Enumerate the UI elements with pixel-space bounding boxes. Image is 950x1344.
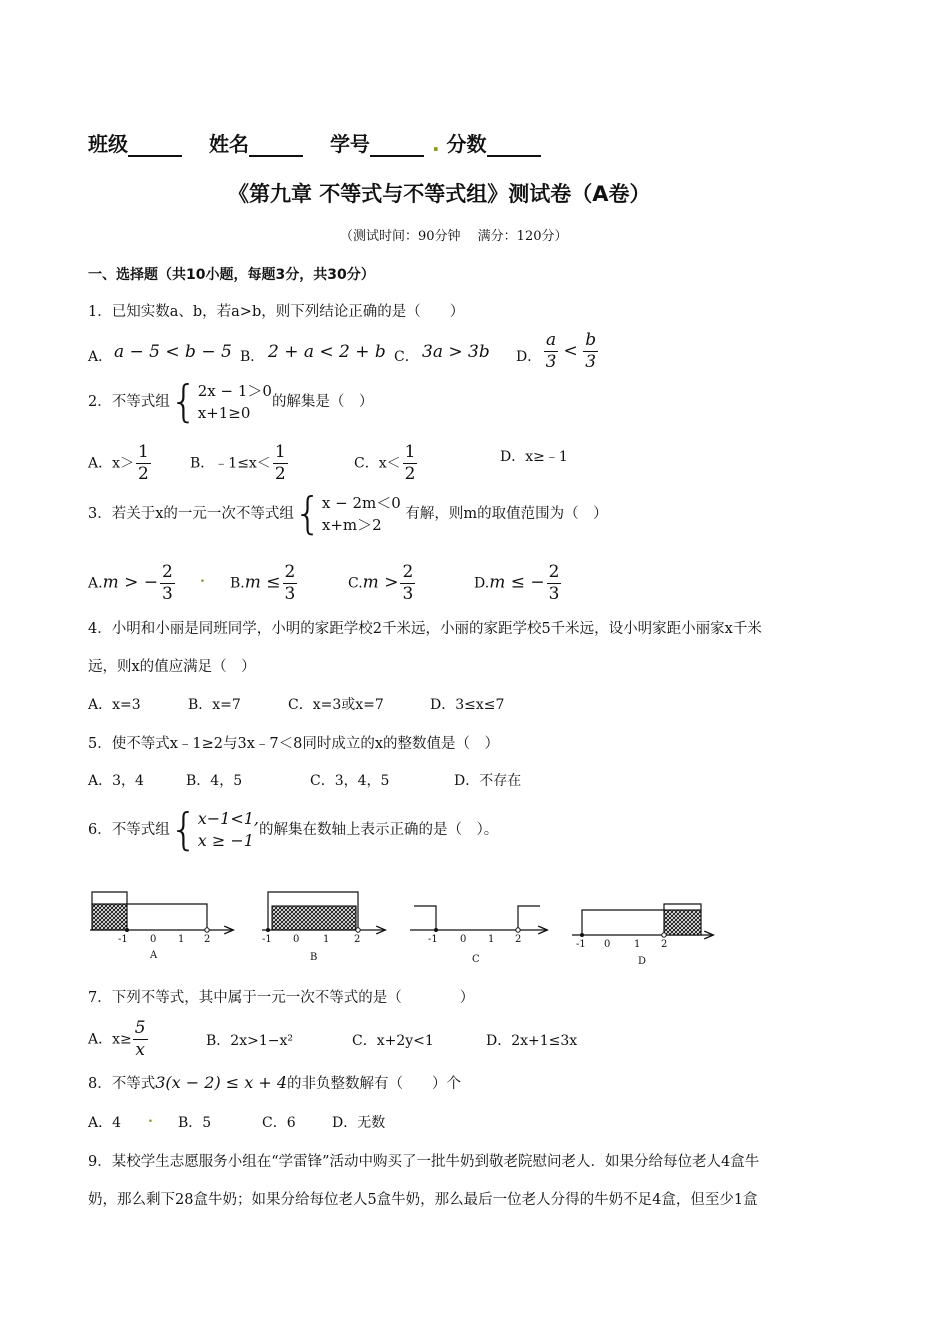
- q1-b-label: B．: [240, 349, 265, 365]
- q7-a: [88, 1020, 148, 1059]
- tick-label: 2: [354, 934, 361, 945]
- q1-stem: 1．已知实数a、b，若a>b，则下列结论正确的是（ ）: [88, 304, 465, 320]
- q6-line2: x ≥ −1: [197, 831, 254, 850]
- q1-d-den1: 3: [545, 352, 557, 372]
- q3-a-num: 2: [161, 562, 173, 582]
- q7-b: B．2x>1−x²: [206, 1033, 293, 1049]
- q6-stem-pre: 6．不等式组: [88, 822, 170, 838]
- q8-stem-post: 的非负整数解有（ ）个: [287, 1076, 462, 1092]
- fig-label-a: A: [150, 950, 158, 961]
- fig-label-c: C: [472, 954, 480, 965]
- q1-d-num2: b: [585, 330, 597, 350]
- q7-a-label: A．x≥: [88, 1031, 132, 1048]
- q2-b-den: 2: [274, 464, 286, 484]
- q4-options: [88, 694, 708, 716]
- stray-dot: .: [431, 132, 440, 156]
- brace-icon: {: [169, 804, 198, 855]
- tick-label: 2: [204, 934, 211, 945]
- q2-a-num: 1: [138, 442, 149, 462]
- q2-stem-pre: 2．不等式组: [88, 394, 170, 410]
- q6-figures: [0, 880, 760, 970]
- fig-label-d: D: [638, 956, 647, 967]
- q3-stem: [88, 488, 608, 539]
- name-blank[interactable]: [249, 135, 303, 157]
- tick-label: -1: [262, 934, 272, 945]
- q1-b-expr: 2 + a < 2 + b: [268, 342, 386, 362]
- q7-d: D．2x+1≤3x: [486, 1033, 578, 1049]
- q3-b-den: 3: [284, 584, 296, 604]
- q3-d-den: 3: [548, 584, 560, 604]
- q2-stem: [88, 376, 374, 427]
- q5-b: B．4，5: [186, 773, 243, 789]
- q2-c-label: C．x＜: [354, 455, 401, 472]
- page-title: 《第九章 不等式与不等式组》测试卷（A卷）: [228, 182, 651, 206]
- fig-d[interactable]: [572, 904, 712, 937]
- q5-d: D．不存在: [454, 773, 522, 789]
- q4-a: A．x=3: [88, 697, 141, 713]
- q1-c-label: C．: [394, 349, 419, 365]
- q3-line1: x − 2m＜0: [321, 494, 401, 512]
- q7-options: [88, 1018, 708, 1066]
- id-blank[interactable]: [370, 135, 424, 157]
- q6-stem-post: 的解集在数轴上表示正确的是（ ）。: [259, 822, 499, 838]
- q6-line1: x−1<1,: [197, 809, 260, 828]
- class-label: 班级: [88, 132, 128, 156]
- q3-c-label: C.: [348, 575, 363, 592]
- class-blank[interactable]: [128, 135, 182, 157]
- q7-c: C．x+2y<1: [352, 1033, 434, 1049]
- q8-stem: [88, 1072, 461, 1093]
- q6-stem: [88, 804, 499, 855]
- q6-system: [198, 808, 259, 852]
- score-label: 分数: [446, 132, 487, 156]
- q3-d-expr: m ≤ −: [489, 572, 545, 593]
- brace-icon: {: [169, 376, 198, 427]
- q4-d: D．3≤x≤7: [430, 697, 505, 713]
- q3-line2: x+m＞2: [321, 516, 382, 534]
- student-info-header: [88, 128, 561, 157]
- q2-system: [198, 380, 272, 424]
- q2-d: D．x≥﹣1: [500, 449, 568, 465]
- q3-b-label: B.: [230, 575, 245, 592]
- q2-stem-post: 的解集是（ ）: [271, 394, 374, 410]
- q1-d-label: D．: [516, 349, 542, 365]
- q2-b: [190, 444, 288, 483]
- q3-options: [88, 560, 708, 608]
- q3-a-den: 3: [161, 584, 173, 604]
- q3-c-den: 3: [402, 584, 414, 604]
- q3-d-label: D.: [474, 575, 490, 592]
- tick-label: 2: [661, 939, 668, 950]
- tick-label: 1: [323, 934, 330, 945]
- q8-d: D．无数: [332, 1115, 386, 1131]
- q3-b: [230, 564, 297, 603]
- q7-stem: 7．下列不等式，其中属于一元一次不等式的是（ ）: [88, 990, 475, 1006]
- q3-c-expr: m >: [362, 572, 399, 593]
- score-blank[interactable]: [487, 135, 541, 157]
- q9-line2: 奶，那么剩下28盒牛奶；如果分给每位老人5盒牛奶，那么最后一位老人分得的牛奶不足4盒，但至少1盒: [88, 1192, 758, 1208]
- tick-label: -1: [576, 939, 586, 950]
- tick-label: 0: [150, 934, 157, 945]
- q5-options: [88, 770, 708, 792]
- q2-line2: x+1≥0: [197, 404, 251, 422]
- q3-a-expr: m > −: [102, 572, 158, 593]
- section-heading: 一、选择题（共10小题，每题3分，共30分）: [88, 267, 375, 283]
- q3-system: [322, 492, 401, 536]
- q3-c-num: 2: [402, 562, 414, 582]
- tick-label: 1: [488, 934, 495, 945]
- q8-b: B．5: [178, 1115, 212, 1131]
- q4-b: B．x=7: [188, 697, 241, 713]
- q8-a: A．4: [88, 1115, 122, 1131]
- tick-label: 0: [460, 934, 467, 945]
- q3-stem-post: 有解，则m的取值范围为（ ）: [405, 506, 608, 522]
- tick-label: 0: [604, 939, 611, 950]
- q2-a-label: A．x＞: [88, 455, 135, 472]
- fig-a[interactable]: [90, 892, 232, 932]
- id-label: 学号: [329, 132, 370, 156]
- q1-d-op: <: [563, 341, 578, 361]
- q5-stem: 5．使不等式x﹣1≥2与3x﹣7＜8同时成立的x的整数值是（ ）: [88, 736, 500, 752]
- fig-label-b: B: [310, 952, 318, 963]
- q1-a-label: A．: [88, 349, 113, 365]
- q2-c-num: 1: [404, 442, 416, 462]
- q3-a-label: A.: [88, 575, 103, 592]
- page-subtitle: （测试时间：90分钟 满分：120分）: [340, 229, 568, 244]
- q7-a-den: x: [135, 1040, 145, 1060]
- q7-a-num: 5: [134, 1018, 146, 1038]
- q8-options: [88, 1112, 708, 1134]
- stray-dot: .: [200, 570, 205, 586]
- brace-icon: {: [293, 488, 322, 539]
- q3-c: [348, 564, 415, 603]
- q8-stem-pre: 8．不等式: [88, 1076, 156, 1092]
- fig-b[interactable]: [262, 892, 384, 932]
- tick-label: 1: [634, 939, 641, 950]
- q1-d-den2: 3: [585, 352, 597, 372]
- q2-b-num: 1: [274, 442, 286, 462]
- q1-d-expr: [544, 332, 598, 371]
- q3-stem-pre: 3．若关于x的一元一次不等式组: [88, 506, 294, 522]
- q3-d: [474, 564, 561, 603]
- q1-a-expr: a − 5 < b − 5: [114, 342, 232, 362]
- q5-a: A．3，4: [88, 773, 144, 789]
- q4-line1: 4．小明和小丽是同班同学，小明的家距学校2千米远，小丽的家距学校5千米远，设小明家距小丽家x千米: [88, 621, 762, 637]
- q1-options: [88, 330, 708, 376]
- q1-c-expr: 3a > 3b: [422, 342, 490, 362]
- q4-c: C．x=3或x=7: [288, 697, 384, 713]
- q1-d-num1: a: [546, 330, 557, 350]
- q2-options: [88, 436, 708, 484]
- stray-dot: .: [148, 1110, 153, 1126]
- q2-a: [88, 444, 151, 483]
- tick-label: -1: [118, 934, 128, 945]
- fig-c[interactable]: [410, 906, 546, 932]
- q8-expr: 3(x − 2) ≤ x + 4: [155, 1073, 288, 1092]
- q5-c: C．3，4，5: [310, 773, 390, 789]
- tick-label: 2: [515, 934, 522, 945]
- q2-line1: 2x − 1＞0: [197, 382, 272, 400]
- tick-label: 0: [293, 934, 300, 945]
- q3-d-num: 2: [548, 562, 560, 582]
- q3-a: [88, 564, 175, 603]
- q4-line2: 远，则x的值应满足（ ）: [88, 659, 256, 675]
- q9-line1: 9．某校学生志愿服务小组在“学雷锋”活动中购买了一批牛奶到敬老院慰问老人．如果分给每位老人4盒牛: [88, 1154, 760, 1170]
- q2-b-label: B．﹣1≤x＜: [190, 455, 271, 472]
- name-label: 姓名: [208, 132, 249, 156]
- tick-label: -1: [428, 934, 438, 945]
- q2-c: [354, 444, 417, 483]
- q3-b-expr: m ≤: [244, 572, 281, 593]
- tick-label: 1: [178, 934, 185, 945]
- q8-c: C．6: [262, 1115, 296, 1131]
- q2-c-den: 2: [404, 464, 416, 484]
- q3-b-num: 2: [284, 562, 296, 582]
- q2-a-den: 2: [138, 464, 149, 484]
